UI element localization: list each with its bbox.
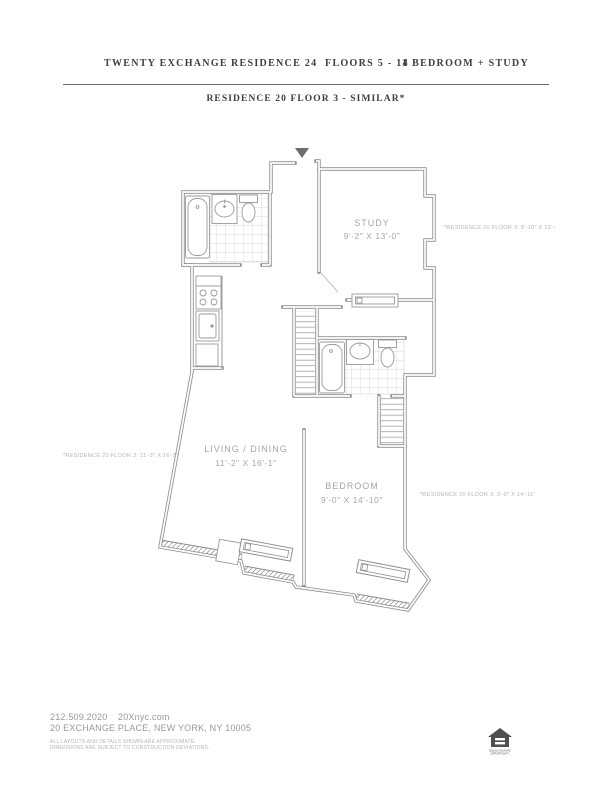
sink2-icon xyxy=(347,340,374,365)
equal-housing-logo xyxy=(487,727,513,761)
linen-closet-shelves xyxy=(381,398,404,444)
eho-text-line2: OPPORTUNITY xyxy=(490,752,510,756)
disclaimer-line1: ALL LAYOUTS AND DETAILS SHOWN ARE APPROXIMATE. xyxy=(50,739,196,745)
sink-icon xyxy=(212,195,237,224)
footer-phone: 212.509.2020 xyxy=(50,712,108,722)
bathtub-icon xyxy=(186,196,210,258)
annotation-study: *RESIDENCE 20 FLOOR 3: 8'-10" X 13'-0" xyxy=(444,225,555,231)
study-door-leaf xyxy=(320,272,338,292)
footer-website: 20Xnyc.com xyxy=(118,712,170,722)
building-name: TWENTY EXCHANGE xyxy=(104,58,228,69)
living-dining-label: LIVING / DINING xyxy=(204,444,288,454)
annotation-bedroom: *RESIDENCE 20 FLOOR 3: 9'-0" X 14'-11" xyxy=(420,492,536,498)
plan-title: RESIDENCE 20 FLOOR 3 - SIMILAR* xyxy=(206,94,406,104)
window-pier xyxy=(216,539,241,564)
stove-icon xyxy=(196,286,221,309)
hall-closet-rod xyxy=(296,311,315,394)
residence-floors-label: RESIDENCE 24 FLOORS 5 - 14 xyxy=(231,58,409,69)
study-dimensions: 9'-2" X 13'-0" xyxy=(343,231,401,241)
study-builtin xyxy=(352,294,398,307)
bedroom-dimensions: 9'-0" X 14'-10" xyxy=(321,495,383,505)
header-divider xyxy=(63,84,549,85)
bathtub2-icon xyxy=(320,342,345,393)
bedroom-label: BEDROOM xyxy=(325,481,379,491)
living-dining-dimensions: 11'-2" X 16'-1" xyxy=(215,458,277,468)
radiator-bedroom xyxy=(356,560,410,583)
radiator-living xyxy=(239,539,292,561)
entry-arrow-icon xyxy=(295,148,309,158)
footer-address: 20 EXCHANGE PLACE, NEW YORK, NY 10005 xyxy=(50,723,252,733)
kitchen-sink-icon xyxy=(196,311,219,341)
eho-text-line1: EQUAL HOUSING xyxy=(489,749,511,753)
floor-plan xyxy=(55,140,555,640)
floor-plan-container xyxy=(55,140,555,640)
disclaimer-line2: DIMENSIONS ARE SUBJECT TO CONSTRUCTION DEVIATIONS. xyxy=(50,745,210,751)
annotation-living: *RESIDENCE 20 FLOOR 3: 11'-3" X 16'-5" xyxy=(63,453,179,459)
unit-type-label: 1 BEDROOM + STUDY xyxy=(402,58,529,69)
study-label: STUDY xyxy=(354,218,390,228)
